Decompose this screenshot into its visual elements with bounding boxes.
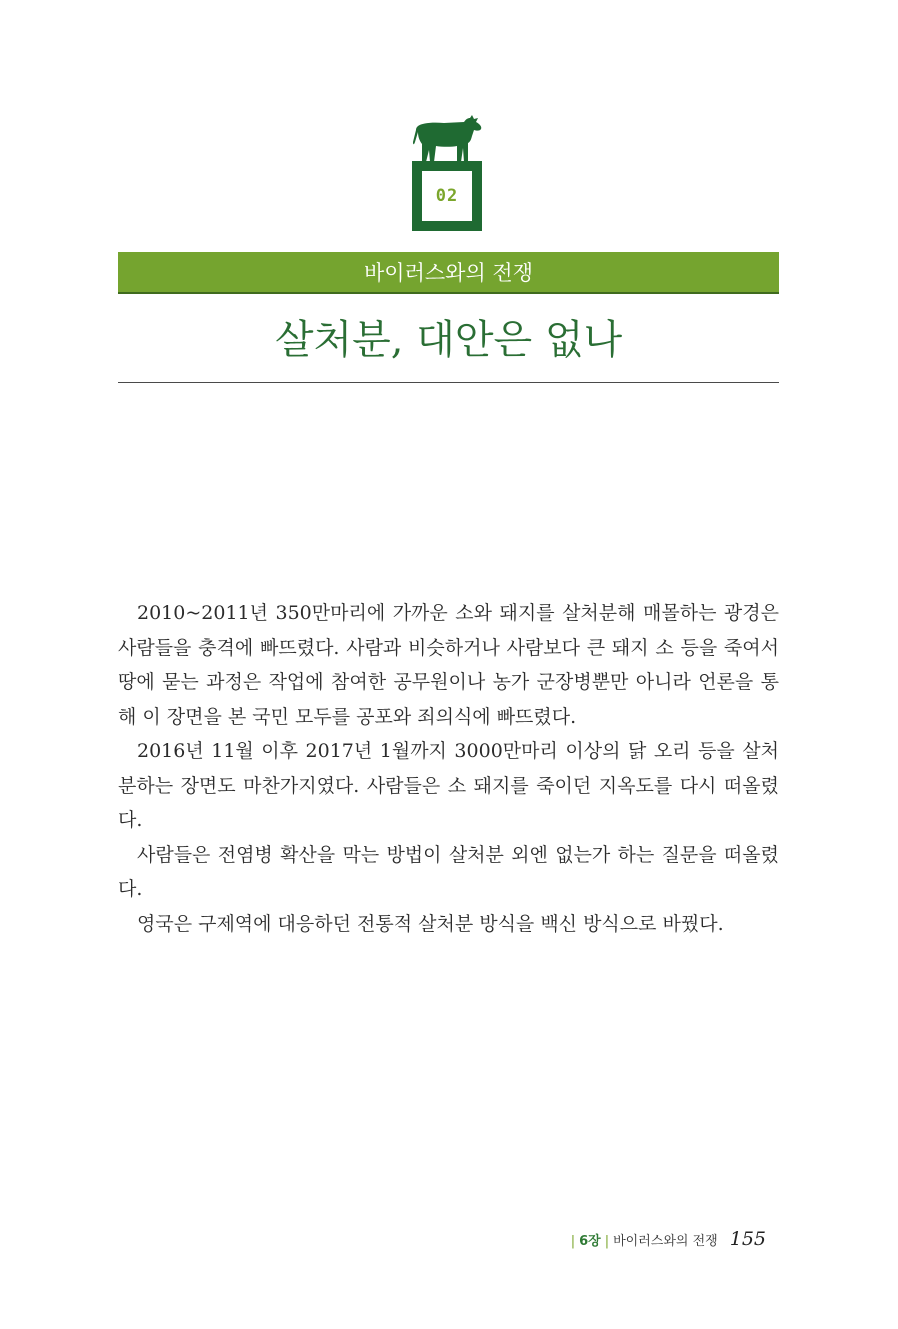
body-text	[118, 596, 779, 941]
paragraph: 2010~2011년 350만마리에 가까운 소와 돼지를 살처분해 매몰하는 광경은 사람들을 충격에 빠뜨렸다. 사람과 비슷하거나 사람보다 큰 돼지 소 등을 죽여서 땅에 묻는 과정은 작업에 참여한 공무원이나 농가 군장병뿐만 아니라 언론을 통해 이 장면을 본 국민 모두를 공포와 죄의식에 빠뜨렸다.	[118, 602, 779, 728]
chapter-number-box	[412, 161, 482, 231]
chapter-number: 02	[422, 171, 472, 221]
title-divider	[118, 382, 779, 383]
paragraph: 사람들은 전염병 확산을 막는 방법이 살처분 외엔 없는가 하는 질문을 떠올렸다.	[118, 843, 779, 900]
page-title: 살처분, 대안은 없나	[274, 317, 623, 363]
page-number: 155	[729, 1228, 766, 1250]
chapter-emblem	[412, 112, 482, 234]
footer-separator: |	[570, 1234, 576, 1249]
cow-icon	[412, 112, 482, 162]
footer-section: 바이러스와의 전쟁	[613, 1234, 718, 1249]
page-footer	[567, 1228, 766, 1250]
footer-separator: |	[604, 1234, 610, 1249]
paragraph: 2016년 11월 이후 2017년 1월까지 3000만마리 이상의 닭 오리 등을 살처분하는 장면도 마찬가지였다. 사람들은 소 돼지를 죽이던 지옥도를 다시 떠올렸다.	[118, 740, 779, 831]
section-banner: 바이러스와의 전쟁	[118, 252, 779, 294]
footer-chapter: 6장	[579, 1234, 601, 1249]
paragraph: 영국은 구제역에 대응하던 전통적 살처분 방식을 백신 방식으로 바꿨다.	[137, 912, 724, 935]
